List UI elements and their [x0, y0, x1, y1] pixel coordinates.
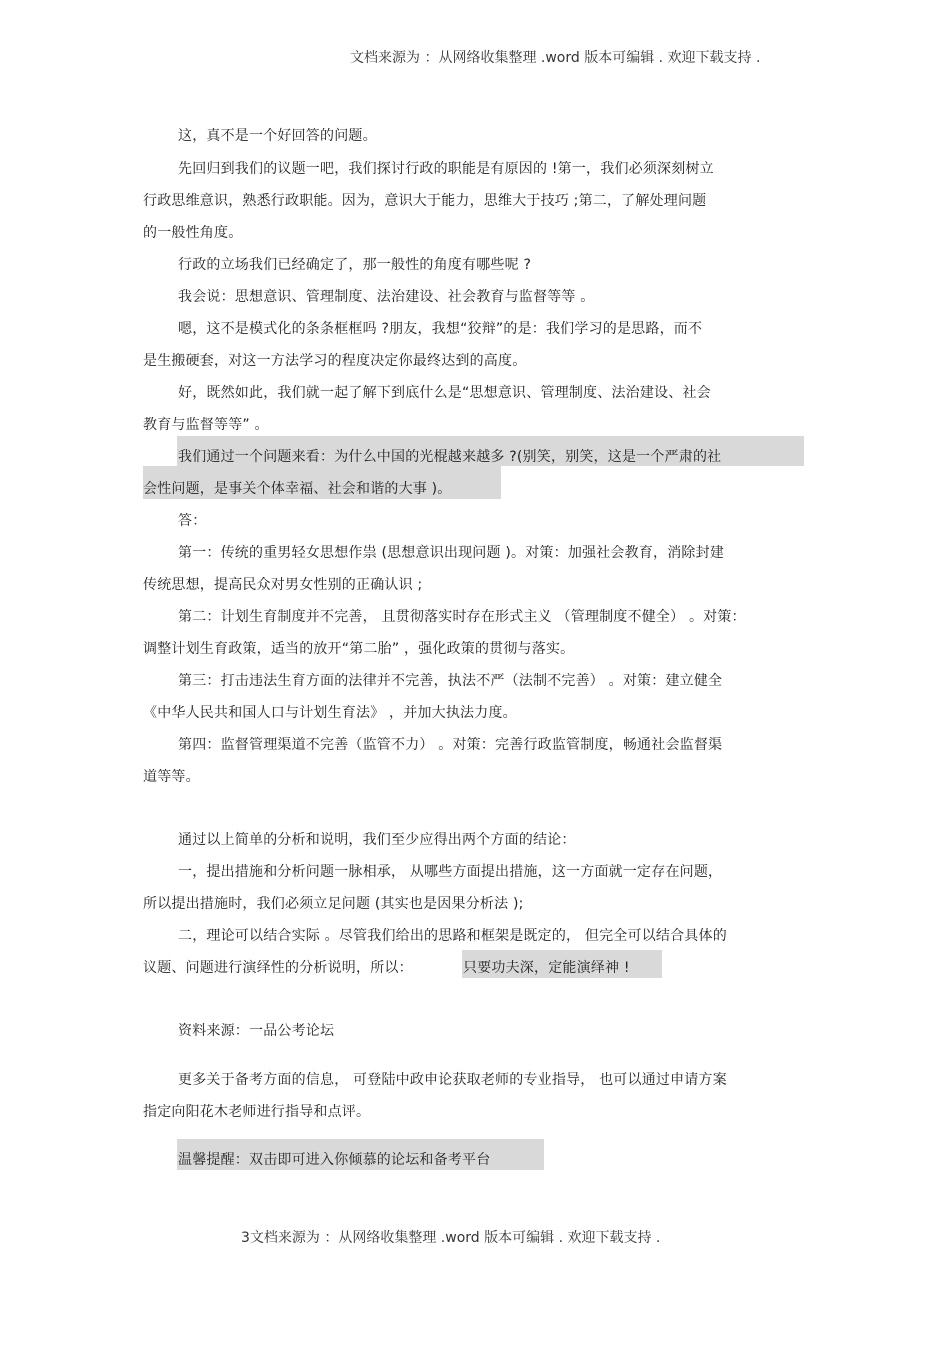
body-line: 的一般性角度。 — [143, 225, 243, 241]
body-line: 第三：打击违法生育方面的法律并不完善，执法不严（法制不完善） 。对策：建立健全 — [178, 673, 723, 689]
body-line: 好，既然如此，我们就一起了解下到底什么是“思想意识、管理制度、法治建设、社会 — [178, 385, 711, 401]
body-line: 第四：监督管理渠道不完善（监管不力） 。对策：完善行政监管制度，畅通社会监督渠 — [178, 737, 723, 753]
body-line: 嗯，这不是模式化的条条框框吗 ?朋友，我想“狡辩”的是：我们学习的是思路，而不 — [178, 321, 703, 337]
body-line: 传统思想，提高民众对男女性别的正确认识 ; — [143, 577, 423, 593]
reminder-line: 温馨提醒：双击即可进入你倾慕的论坛和备考平台 — [178, 1152, 491, 1168]
body-line: 调整计划生育政策，适当的放开“第二胎” ，强化政策的贯彻与落实。 — [143, 641, 575, 657]
body-line: 议题、问题进行演绎性的分析说明，所以： — [143, 960, 413, 976]
body-line: 更多关于备考方面的信息， 可登陆中政申论获取老师的专业指导， 也可以通过申请方案 — [178, 1072, 727, 1088]
body-line: 教育与监督等等” 。 — [143, 417, 269, 433]
body-line: 我会说：思想意识、管理制度、法治建设、社会教育与监督等等 。 — [178, 289, 595, 305]
source-line: 资料来源：一品公考论坛 — [178, 1023, 335, 1039]
body-line: 答： — [178, 513, 207, 529]
body-line: 我们通过一个问题来看：为什么中国的光棍越来越多 ?(别笑，别笑，这是一个严肃的社 — [178, 449, 722, 465]
body-line: 第二：计划生育制度并不完善， 且贯彻落实时存在形式主义 （管理制度不健全） 。对策： — [178, 609, 746, 625]
body-line: 第一：传统的重男轻女思想作祟 (思想意识出现问题 )。对策：加强社会教育，消除封建 — [178, 545, 725, 561]
highlighted-phrase: 只要功夫深，定能演绎神 ! — [463, 960, 630, 976]
body-line: 所以提出措施时，我们必须立足问题 (其实也是因果分析法 ); — [143, 896, 524, 912]
body-line: 道等等。 — [143, 769, 200, 785]
body-line: 行政思维意识，熟悉行政职能。因为，意识大于能力，思维大于技巧 ;第二，了解处理问题 — [143, 193, 707, 209]
body-line: 会性问题，是事关个体幸福、社会和谐的大事 )。 — [143, 481, 452, 497]
body-line: 一，提出措施和分析问题一脉相承， 从哪些方面提出措施，这一方面就一定存在问题， — [178, 864, 723, 880]
page-header: 文档来源为 ：从网络收集整理 .word 版本可编辑 . 欢迎下载支持 . — [350, 50, 761, 66]
body-line: 指定向阳花木老师进行指导和点评。 — [143, 1104, 371, 1120]
body-line: 《中华人民共和国人口与计划生育法》 ，并加大执法力度。 — [143, 705, 517, 721]
body-line: 行政的立场我们已经确定了，那一般性的角度有哪些呢 ? — [178, 257, 532, 273]
body-line: 先回归到我们的议题一吧，我们探讨行政的职能是有原因的 !第一，我们必须深刻树立 — [178, 161, 714, 177]
body-line: 是生搬硬套，对这一方法学习的程度决定你最终达到的高度。 — [143, 353, 527, 369]
body-line: 二，理论可以结合实际 。尽管我们给出的思路和框架是既定的， 但完全可以结合具体的 — [178, 928, 727, 944]
body-line: 这，真不是一个好回答的问题。 — [178, 128, 377, 144]
page-footer: 3文档来源为 ：从网络收集整理 .word 版本可编辑 . 欢迎下载支持 . — [241, 1230, 661, 1246]
body-line: 通过以上简单的分析和说明，我们至少应得出两个方面的结论： — [178, 832, 576, 848]
